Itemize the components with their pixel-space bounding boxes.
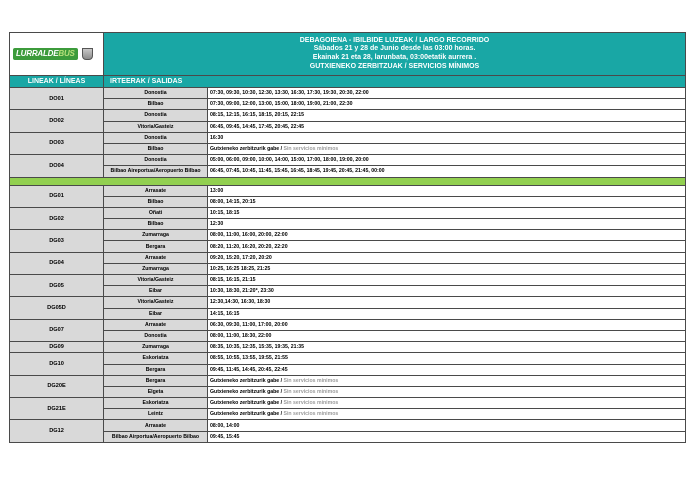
destination-cell: Donostia xyxy=(104,155,208,166)
table-row xyxy=(10,207,686,218)
table-row xyxy=(10,263,686,274)
header-row xyxy=(10,33,686,76)
line-code: DO01 xyxy=(10,88,104,110)
table-row xyxy=(10,364,686,375)
destination-cell: Bilbao Aireportua/Aeropuerto Bilbao xyxy=(104,166,208,177)
table-row xyxy=(10,409,686,420)
destination-cell: Bergara xyxy=(104,375,208,386)
departure-times: 08:15, 12:15, 16:15, 18:15, 20:15, 22:15 xyxy=(208,110,686,121)
destination-cell: Bergara xyxy=(104,241,208,252)
no-service-label-es: Sin servicios mínimos xyxy=(283,146,339,153)
table-row xyxy=(10,230,686,241)
table-row xyxy=(10,185,686,196)
no-service-label-eu: Gutxieneko zerbitzurik gabe / xyxy=(210,388,284,395)
destination-cell: Arrasate xyxy=(104,252,208,263)
destination-cell: Bergara xyxy=(104,364,208,375)
logo-cell xyxy=(10,33,104,76)
table-row xyxy=(10,375,686,386)
table-row xyxy=(10,252,686,263)
table-row xyxy=(10,132,686,143)
departure-times: 07:30, 09:30, 10:30, 12:30, 13:30, 16:30, 17:30, 19:30, 20:30, 22:00 xyxy=(208,88,686,99)
destination-cell: Donostia xyxy=(104,330,208,341)
departure-times: 06:45, 07:45, 10:45, 11:45, 15:45, 16:45, 18:45, 19:45, 20:45, 21:45, 00:00 xyxy=(208,166,686,177)
line-code: DG05D xyxy=(10,297,104,319)
timetable xyxy=(9,32,686,443)
column-header-lines: LINEAK / LÍNEAS xyxy=(10,76,104,88)
table-row xyxy=(10,155,686,166)
table-row xyxy=(10,110,686,121)
destination-cell: Vitoria/Gasteiz xyxy=(104,275,208,286)
departure-times: 06:30, 09:30, 11:00, 17:00, 20:00 xyxy=(208,319,686,330)
line-code: DG21E xyxy=(10,398,104,420)
title-line-2: Sábados 21 y 28 de Junio desde las 03:00 horas. xyxy=(313,45,476,53)
destination-cell: Vitoria/Gasteiz xyxy=(104,121,208,132)
destination-cell: Bilbao xyxy=(104,196,208,207)
table-row xyxy=(10,99,686,110)
column-header-row xyxy=(10,76,686,88)
line-code: DG03 xyxy=(10,230,104,252)
destination-cell: Zumarraga xyxy=(104,230,208,241)
no-service-label-eu: Gutxieneko zerbitzurik gabe / xyxy=(210,146,284,153)
departure-times: 09:45, 11:45, 14:45, 20:45, 22:45 xyxy=(208,364,686,375)
table-row xyxy=(10,420,686,431)
departure-times: 08:55, 10:55, 13:55, 19:55, 21:55 xyxy=(208,353,686,364)
table-row xyxy=(10,219,686,230)
line-code: DG01 xyxy=(10,185,104,207)
title-block xyxy=(104,33,686,76)
destination-cell: Oñati xyxy=(104,207,208,218)
departure-times: 13:00 xyxy=(208,185,686,196)
title-line-4: GUTXIENEKO ZERBITZUAK / SERVICIOS MÍNIMOS xyxy=(309,62,480,70)
lurraldebus-logo xyxy=(10,33,103,75)
line-code: DO04 xyxy=(10,155,104,177)
table-row xyxy=(10,196,686,207)
destination-cell: Leintz xyxy=(104,409,208,420)
line-code: DG20E xyxy=(10,375,104,397)
departure-times xyxy=(208,386,686,397)
table-row xyxy=(10,286,686,297)
table-row xyxy=(10,88,686,99)
destination-cell: Donostia xyxy=(104,88,208,99)
destination-cell: Arrasate xyxy=(104,319,208,330)
destination-cell: Vitoria/Gasteiz xyxy=(104,297,208,308)
destination-cell: Arrasate xyxy=(104,420,208,431)
table-row xyxy=(10,121,686,132)
departure-times: 08:00, 11:00, 16:00, 20:00, 22:00 xyxy=(208,230,686,241)
departure-times: 08:20, 11:20, 16:20, 20:20, 22:20 xyxy=(208,241,686,252)
line-code: DG12 xyxy=(10,420,104,442)
table-row xyxy=(10,398,686,409)
departure-times: 12:30 xyxy=(208,219,686,230)
no-service-label-es: Sin servicios mínimos xyxy=(283,400,339,407)
departure-times: 14:15, 16:15 xyxy=(208,308,686,319)
table-row xyxy=(10,431,686,442)
departure-times xyxy=(208,143,686,154)
departure-times: 10:15, 18:15 xyxy=(208,207,686,218)
departure-times: 10:30, 18:30, 21:20*, 23:30 xyxy=(208,286,686,297)
destination-cell: Donostia xyxy=(104,110,208,121)
table-row xyxy=(10,342,686,353)
line-code: DG02 xyxy=(10,207,104,229)
table-row xyxy=(10,297,686,308)
destination-cell: Bilbao xyxy=(104,219,208,230)
table-row xyxy=(10,308,686,319)
table-row xyxy=(10,353,686,364)
line-code: DG09 xyxy=(10,342,104,353)
departure-times: 09:45, 15:45 xyxy=(208,431,686,442)
departure-times: 08:00, 11:00, 18:30, 22:00 xyxy=(208,330,686,341)
line-code: DG10 xyxy=(10,353,104,375)
table-row xyxy=(10,166,686,177)
separator-cell xyxy=(10,177,686,185)
departure-times: 16:30 xyxy=(208,132,686,143)
table-row xyxy=(10,275,686,286)
line-code: DG04 xyxy=(10,252,104,274)
section-separator xyxy=(10,177,686,185)
departure-times: 06:45, 09:45, 14:45, 17:45, 20:45, 22:45 xyxy=(208,121,686,132)
departure-times: 08:00, 14:15, 20:15 xyxy=(208,196,686,207)
destination-cell: Zumarraga xyxy=(104,342,208,353)
departure-times xyxy=(208,375,686,386)
departure-times: 08:35, 10:35, 12:35, 15:35, 19:35, 21:35 xyxy=(208,342,686,353)
departure-times xyxy=(208,409,686,420)
title-line-3: Ekainak 21 eta 28, larunbata, 03:00etatik aurrera . xyxy=(312,54,477,61)
destination-cell: Arrasate xyxy=(104,185,208,196)
no-service-label-eu: Gutxieneko zerbitzurik gabe / xyxy=(210,400,284,407)
departure-times: 07:30, 09:00, 12:00, 13:00, 15:00, 18:00, 19:00, 21:00, 22:30 xyxy=(208,99,686,110)
destination-cell: Eskoriatza xyxy=(104,353,208,364)
departure-times: 12:30,14:30, 16:30, 18:30 xyxy=(208,297,686,308)
departure-times: 10:25, 16:25 18:25, 21:25 xyxy=(208,263,686,274)
departure-times: 09:20, 15:20, 17:20, 20:20 xyxy=(208,252,686,263)
table-row xyxy=(10,330,686,341)
destination-cell: Donostia xyxy=(104,132,208,143)
departure-times: 05:00, 06:00, 09:00, 10:00, 14:00, 15:00, 17:00, 18:00, 19:00, 20:00 xyxy=(208,155,686,166)
departure-times: 08:00, 14:00 xyxy=(208,420,686,431)
destination-cell: Eibar xyxy=(104,308,208,319)
destination-cell: Zumarraga xyxy=(104,263,208,274)
brand-wordmark: LURRALDEBUS xyxy=(13,48,78,60)
no-service-label-es: Sin servicios mínimos xyxy=(283,411,339,418)
no-service-label-es: Sin servicios mínimos xyxy=(283,388,339,395)
destination-cell: Bilbao Airportua/Aeropuerto Bilbao xyxy=(104,431,208,442)
no-service-label-eu: Gutxieneko zerbitzurik gabe / xyxy=(210,377,284,384)
line-code: DO03 xyxy=(10,132,104,154)
destination-cell: Bilbao xyxy=(104,99,208,110)
line-code: DG07 xyxy=(10,319,104,341)
line-code: DO02 xyxy=(10,110,104,132)
table-row xyxy=(10,319,686,330)
table-row xyxy=(10,143,686,154)
line-code: DG05 xyxy=(10,275,104,297)
destination-cell: Eibar xyxy=(104,286,208,297)
departure-times: 08:15, 16:15, 21:15 xyxy=(208,275,686,286)
table-row xyxy=(10,386,686,397)
destination-cell: Bilbao xyxy=(104,143,208,154)
no-service-label-eu: Gutxieneko zerbitzurik gabe / xyxy=(210,411,284,418)
destination-cell: Elgeta xyxy=(104,386,208,397)
departure-times xyxy=(208,398,686,409)
title-line-1: DEBAGOIENA - IBILBIDE LUZEAK / LARGO RECORRIDO xyxy=(299,36,490,44)
table-row xyxy=(10,241,686,252)
column-header-departures: IRTEERAK / SALIDAS xyxy=(104,76,686,88)
gipuzkoa-crest-icon xyxy=(82,48,93,60)
destination-cell: Eskoriatza xyxy=(104,398,208,409)
no-service-label-es: Sin servicios mínimos xyxy=(283,377,339,384)
